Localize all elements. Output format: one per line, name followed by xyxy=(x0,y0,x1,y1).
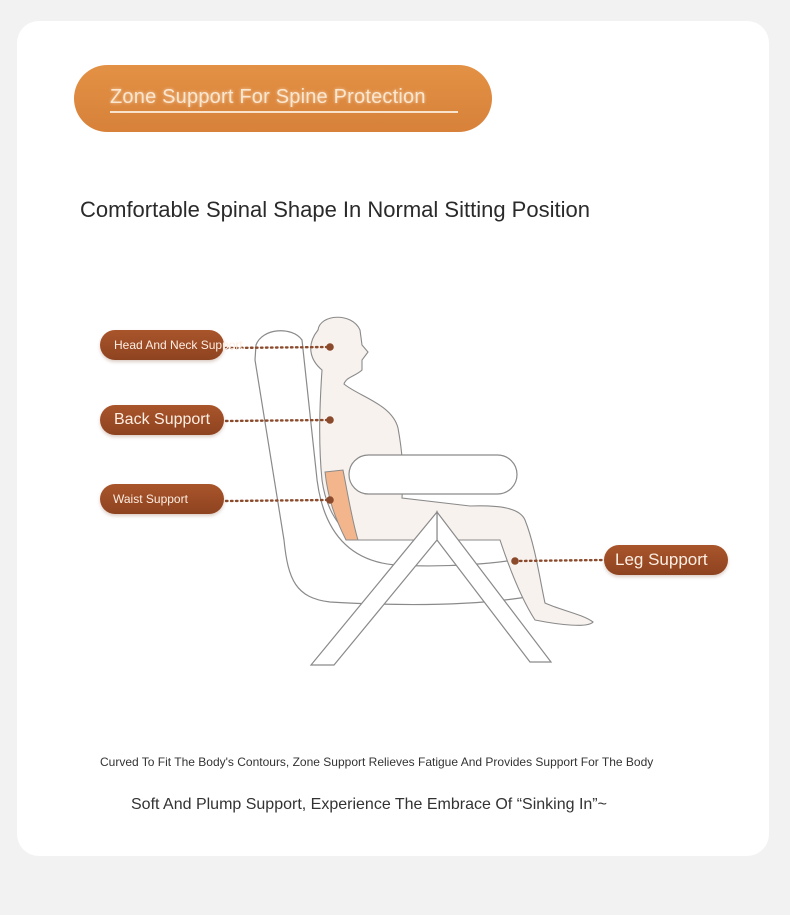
callout-label: Back Support xyxy=(114,411,211,428)
page-title: Comfortable Spinal Shape In Normal Sitting Position xyxy=(80,197,590,222)
callout-label: Head And Neck Support xyxy=(114,338,243,352)
callout-waist-support xyxy=(100,484,224,514)
marker-leg xyxy=(511,557,519,565)
callout-back-support xyxy=(100,405,224,435)
leader-back xyxy=(226,420,330,421)
armrest xyxy=(349,455,517,494)
callout-label: Leg Support xyxy=(615,550,708,569)
callout-label: Waist Support xyxy=(113,492,188,506)
description-caption: Curved To Fit The Body's Contours, Zone Support Relieves Fatigue And Provides Support For The Body xyxy=(100,755,654,769)
callout-leg-support xyxy=(604,545,728,575)
marker-waist xyxy=(326,496,334,504)
callout-head-neck-support xyxy=(100,330,243,360)
marker-head xyxy=(326,343,334,351)
tagline: Soft And Plump Support, Experience The Embrace Of “Sinking In”~ xyxy=(131,796,607,813)
banner-title: Zone Support For Spine Protection xyxy=(110,86,426,108)
marker-back xyxy=(326,416,334,424)
